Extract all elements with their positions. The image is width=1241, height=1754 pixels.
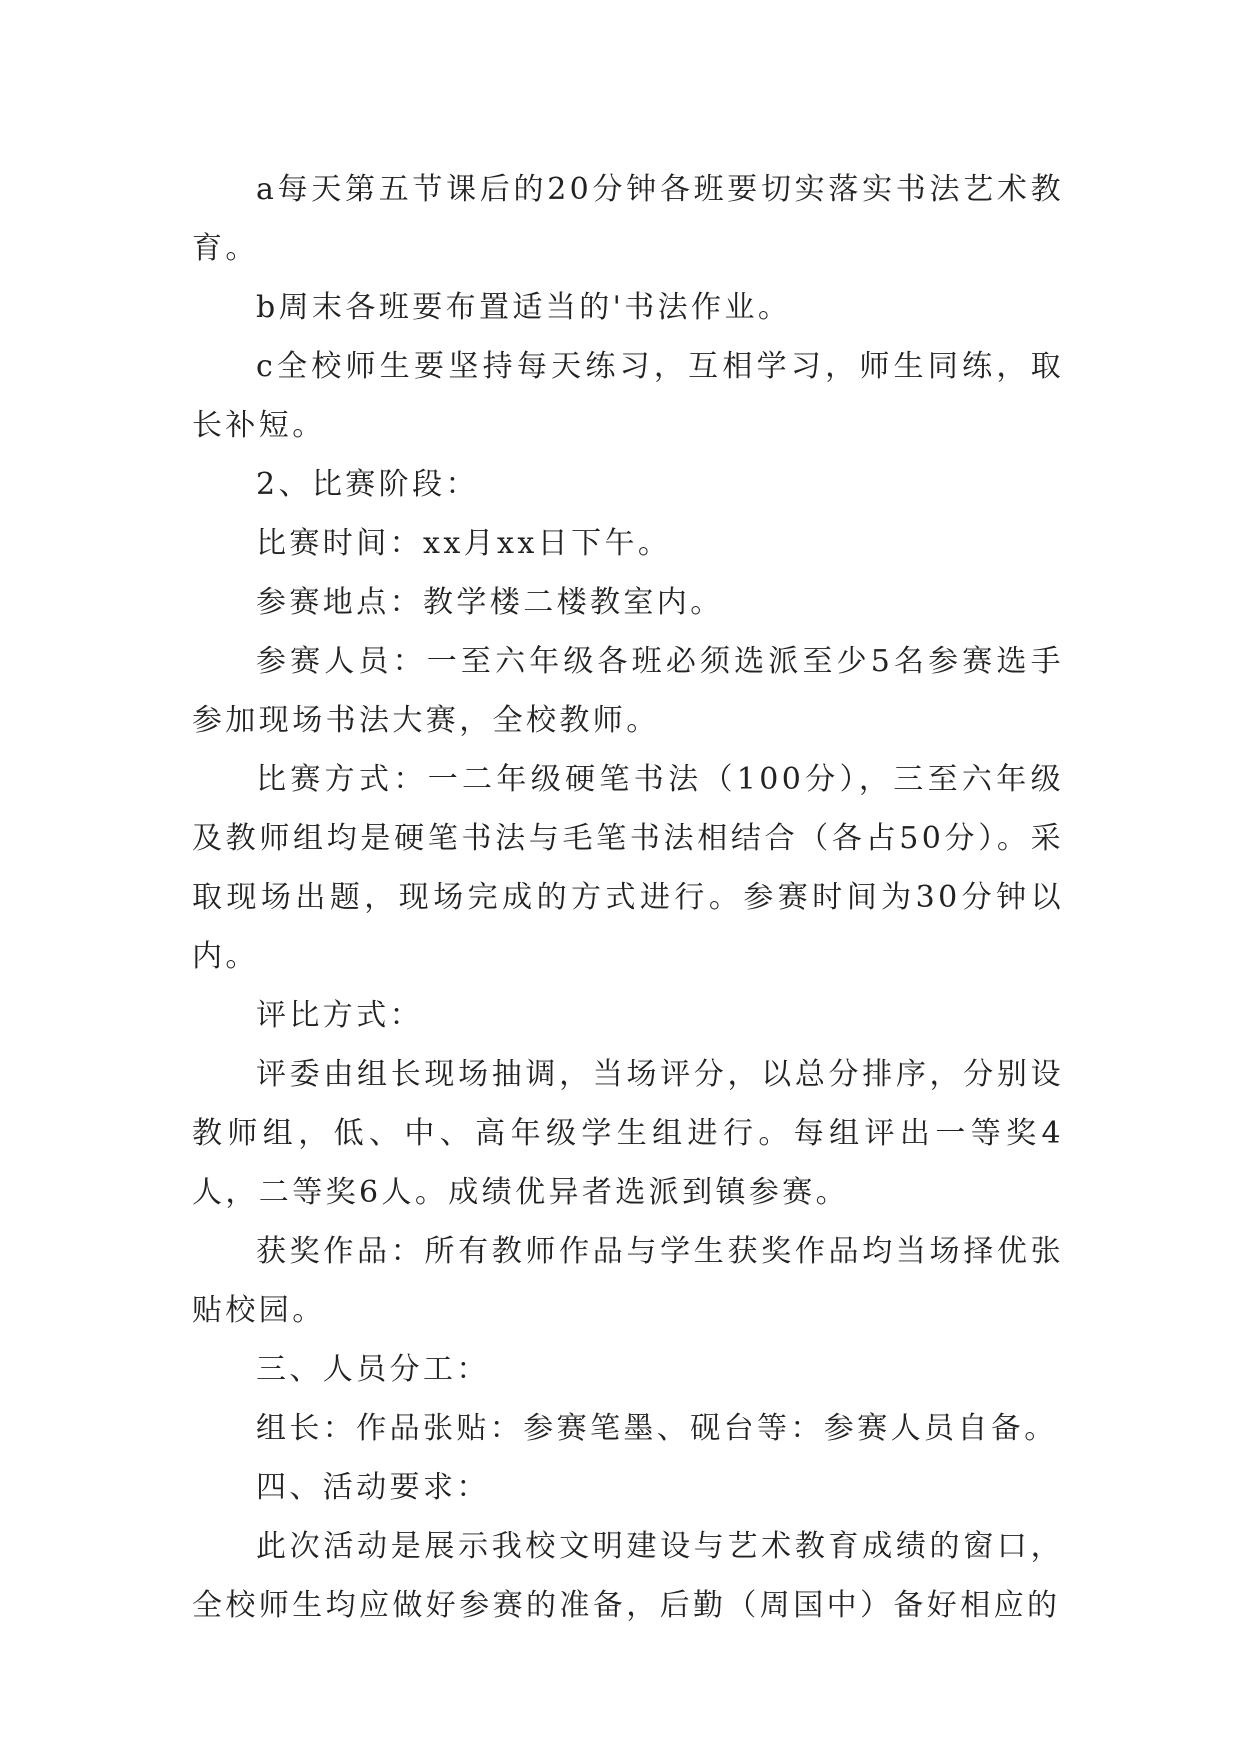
heading-staff-assignment: 三、人员分工： (256, 1352, 490, 1387)
heading-judging-method: 评比方式： (256, 998, 423, 1033)
paragraph-weekend-homework: b周末各班要布置适当的'书法作业。 (256, 290, 792, 325)
heading-competition-stage: 2、比赛阶段： (256, 467, 479, 502)
paragraph-staff-details: 组长：作品张贴：参赛笔墨、砚台等：参赛人员自备。 (256, 1411, 1058, 1446)
paragraph-award-works: 获奖作品：所有教师作品与学生获奖作品均当场择优张贴校园。 (192, 1234, 1064, 1328)
paragraph-judging-details: 评委由组长现场抽调，当场评分，以总分排序，分别设教师组，低、中、高年级学生组进行。每组评出一等奖4人，二等奖6人。成绩优异者选派到镇参赛。 (192, 1057, 1064, 1210)
paragraph-participants: 参赛人员：一至六年级各班必须选派至少5名参赛选手参加现场书法大赛，全校教师。 (192, 644, 1064, 738)
paragraph-competition-time: 比赛时间：xx月xx日下午。 (256, 526, 672, 561)
paragraph-activity-requirements: 此次活动是展示我校文明建设与艺术教育成绩的窗口，全校师生均应做好参赛的准备，后勤（周国中）备好相应的 (192, 1529, 1064, 1623)
paragraph-competition-format: 比赛方式：一二年级硬笔书法（100分），三至六年级及教师组均是硬笔书法与毛笔书法相结合（各占50分）。采取现场出题，现场完成的方式进行。参赛时间为30分钟以内。 (192, 762, 1064, 974)
paragraph-competition-location: 参赛地点：教学楼二楼教室内。 (256, 585, 724, 620)
heading-activity-requirements: 四、活动要求： (256, 1470, 490, 1505)
paragraph-daily-practice: a每天第五节课后的20分钟各班要切实落实书法艺术教育。 (192, 172, 1064, 266)
document-body (192, 160, 1064, 1635)
paragraph-teacher-student-practice: c全校师生要坚持每天练习，互相学习，师生同练，取长补短。 (192, 349, 1064, 443)
